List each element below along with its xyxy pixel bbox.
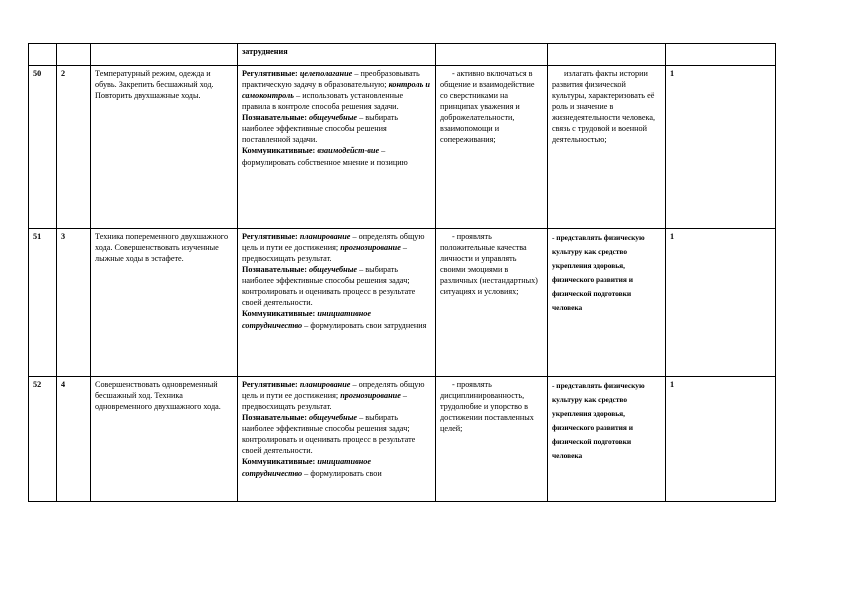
uud-item (242, 379, 431, 412)
uud-item (242, 264, 431, 308)
uud-text: – преобразовывать практическую задачу в образовательную; (242, 69, 420, 90)
uud-text: – выбирать наиболее эффективные способы решения задач; контролировать и оценивать процесс в результате своей деятельности. (242, 265, 416, 308)
uud-term: планирование (299, 380, 351, 389)
uud-item (242, 412, 431, 456)
uud-continuation-text: затруднения (242, 47, 288, 56)
cell-hours: 1 (666, 66, 776, 229)
uud-term: планирование (299, 232, 351, 241)
uud-item (242, 112, 431, 145)
uud-text: – предвосхищать результат. (242, 391, 408, 412)
uud-text: – формулировать свои затруднения (302, 320, 427, 330)
uud-text: – формулировать собственное мнение и позицию (242, 146, 408, 167)
cell-uud (238, 377, 436, 502)
cell-personal (436, 377, 548, 502)
cell-meta (548, 229, 666, 377)
personal-text: - проявлять положительные качества личности и управлять своими эмоциями в различных (нестандартных) ситуациях и условиях; (440, 232, 538, 297)
lesson-plan-table (28, 43, 776, 502)
cell-number: 51 (29, 229, 57, 377)
uud-head: Регулятивные: (242, 380, 298, 389)
uud-head: Регулятивные: (242, 69, 298, 78)
cell-number: 52 (29, 377, 57, 502)
uud-term: общеучебные (308, 113, 358, 123)
uud-head: Коммуникативные: (242, 309, 316, 319)
table-row (29, 377, 776, 502)
uud-text: – предвосхищать результат. (242, 243, 408, 264)
cell-personal (436, 229, 548, 377)
personal-text: - проявлять дисциплинированность, трудолюбие и упорство в достижении поставленных целей; (440, 380, 534, 434)
uud-term: общеучебные (308, 413, 358, 423)
cell-personal (436, 66, 548, 229)
uud-head: Коммуникативные: (242, 146, 316, 156)
cell-personal (436, 44, 548, 66)
uud-item (242, 145, 431, 167)
uud-text: – использовать установленные правила в контроле способа решения задачи. (242, 91, 404, 112)
uud-term: прогнозирование (340, 391, 401, 401)
cell-topic: Температурный режим, одежда и обувь. Закрепить бесшажный ход. Повторить двухшажные ходы. (91, 66, 238, 229)
uud-term: инициативное сотрудничество (242, 457, 372, 478)
uud-term: взаимодейст-вие (317, 146, 380, 156)
cell-sub-number (57, 44, 91, 66)
uud-head: Познавательные: (242, 113, 307, 123)
meta-text: - представлять физическую культуру как средство укрепления здоровья, физического развития и физической подготовки человека (552, 233, 645, 313)
uud-term: инициативное сотрудничество (242, 309, 372, 330)
table-row-continuation (29, 44, 776, 66)
uud-item (242, 456, 431, 478)
cell-meta (548, 44, 666, 66)
uud-text: – определять общую цель и пути ее достижения; (242, 232, 425, 253)
table-row (29, 66, 776, 229)
uud-item (242, 308, 431, 330)
uud-head: Коммуникативные: (242, 457, 316, 467)
uud-head: Познавательные: (242, 265, 307, 275)
meta-text: - представлять физическую культуру как средство укрепления здоровья, физического развития и физической подготовки человека (552, 381, 645, 461)
uud-item (242, 68, 431, 112)
cell-uud (238, 229, 436, 377)
uud-text: – выбирать наиболее эффективные способы решения поставленной задачи. (242, 113, 398, 145)
cell-sub-number: 2 (57, 66, 91, 229)
uud-head: Регулятивные: (242, 232, 298, 241)
cell-topic (91, 44, 238, 66)
uud-term: целеполагание (299, 69, 353, 78)
uud-text: – формулировать свои (302, 468, 382, 478)
cell-uud (238, 44, 436, 66)
uud-item (242, 231, 431, 264)
uud-term: контроль и самоконтроль (242, 80, 430, 101)
uud-text: – выбирать наиболее эффективные способы решения задач; контролировать и оценивать процесс в результате своей деятельности. (242, 413, 416, 456)
cell-uud (238, 66, 436, 229)
cell-hours: 1 (666, 229, 776, 377)
cell-sub-number: 3 (57, 229, 91, 377)
cell-meta (548, 377, 666, 502)
cell-topic: Техника попеременного двухшажного хода. Совершенствовать изученные лыжные ходы в эстафете. (91, 229, 238, 377)
personal-text: - активно включаться в общение и взаимодействие со сверстниками на принципах уважения и доброжелательности, взаимопомощи и сопереживания; (440, 69, 535, 145)
meta-text: излагать факты истории развития физической культуры, характеризовать её роль и значение в жизнедеятельности человека, связь с трудовой и военной деятельностью; (552, 69, 656, 145)
uud-term: прогнозирование (340, 243, 401, 253)
cell-number: 50 (29, 66, 57, 229)
table-row (29, 229, 776, 377)
cell-number (29, 44, 57, 66)
uud-head: Познавательные: (242, 413, 307, 423)
cell-topic: Совершенствовать одновременный бесшажный ход. Техника одновременного двухшажного хода. (91, 377, 238, 502)
cell-sub-number: 4 (57, 377, 91, 502)
cell-meta (548, 66, 666, 229)
uud-term: общеучебные (308, 265, 358, 275)
cell-hours: 1 (666, 377, 776, 502)
uud-text: – определять общую цель и пути ее достижения; (242, 380, 425, 401)
cell-hours (666, 44, 776, 66)
